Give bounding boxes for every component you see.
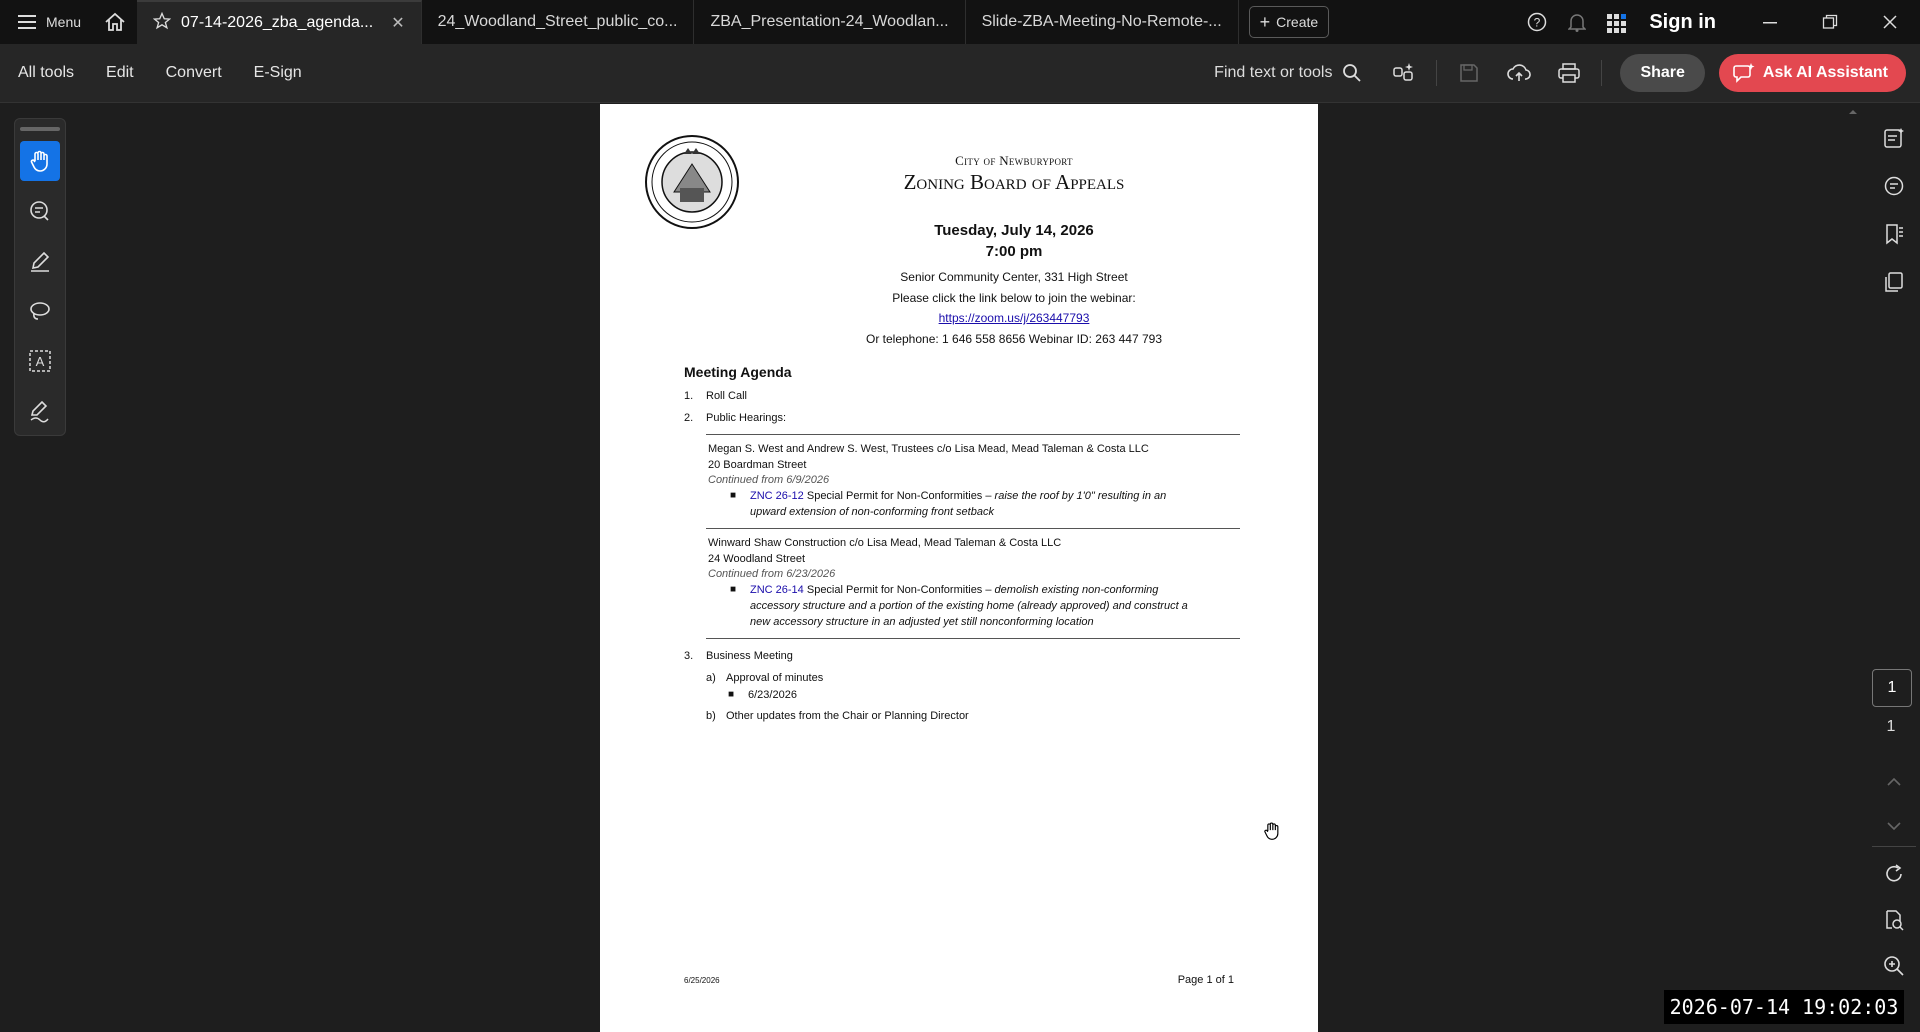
current-page-input[interactable]: 1 <box>1872 669 1912 707</box>
upload-button[interactable] <box>1497 51 1541 95</box>
minutes-date: 6/23/2026 <box>748 689 797 701</box>
tab-zba-presentation[interactable] <box>694 0 965 44</box>
close-window-button[interactable] <box>1860 0 1920 44</box>
svg-text:?: ? <box>1533 15 1541 30</box>
case2-address: 24 Woodland Street <box>708 553 806 565</box>
toolbar-divider <box>1436 60 1437 86</box>
search-icon <box>1342 63 1362 83</box>
cloud-upload-icon <box>1507 63 1531 83</box>
bullet-icon: ■ <box>730 490 737 501</box>
case2-desc-line1: demolish existing non-conforming <box>994 584 1159 596</box>
next-page-button[interactable] <box>1880 812 1908 840</box>
phone-details: Or telephone: 1 646 558 8656 Webinar ID: 263 447 793 <box>866 332 1162 346</box>
convert-menu[interactable]: Convert <box>165 64 222 81</box>
scroll-up-arrow-icon[interactable] <box>1846 106 1860 118</box>
pages-icon <box>1883 271 1905 293</box>
apps-button[interactable] <box>1597 0 1637 44</box>
close-icon <box>1882 14 1898 30</box>
edit-menu[interactable]: Edit <box>106 64 134 81</box>
meeting-venue: Senior Community Center, 331 High Street <box>900 270 1128 284</box>
create-button[interactable] <box>1249 6 1330 38</box>
city-name: City of Newburyport <box>955 153 1073 168</box>
hand-cursor-icon <box>1262 820 1282 842</box>
restore-icon <box>1822 14 1838 30</box>
ask-ai-assistant-button[interactable] <box>1719 54 1906 92</box>
comments-panel-button[interactable] <box>1880 172 1908 200</box>
case1-type: Special Permit for Non-Conformities – <box>806 490 992 502</box>
menu-button[interactable] <box>0 0 93 44</box>
case2-desc-line2: accessory structure and a portion of the existing home (already approved) and construct a <box>750 600 1188 612</box>
printer-icon <box>1558 63 1580 83</box>
star-icon[interactable] <box>153 12 171 35</box>
rotate-button[interactable] <box>1880 860 1908 888</box>
text-select-tool-button[interactable] <box>20 341 60 381</box>
other-updates-item: Other updates from the Chair or Planning Director <box>726 710 969 722</box>
item-number: 3. <box>684 650 694 662</box>
case1-desc-line2: upward extension of non-conforming front setback <box>750 506 994 518</box>
find-text-or-tools[interactable] <box>1214 63 1376 83</box>
svg-text:A: A <box>35 354 45 369</box>
minimize-button[interactable] <box>1740 0 1800 44</box>
toolbar-divider <box>1601 60 1602 86</box>
notifications-button[interactable] <box>1557 0 1597 44</box>
save-icon <box>1459 63 1479 83</box>
tab-label: 07-14-2026_zba_agenda... <box>181 14 374 31</box>
meeting-time: 7:00 pm <box>985 243 1043 260</box>
bell-icon <box>1568 12 1586 32</box>
webinar-instructions: Please click the link below to join the webinar: <box>892 291 1136 305</box>
divider-line <box>706 528 1240 529</box>
zoom-in-icon <box>1883 955 1905 977</box>
main-toolbar <box>0 44 1920 103</box>
divider-line <box>706 434 1240 435</box>
sign-in-link[interactable]: Sign in <box>1649 10 1716 33</box>
all-tools-menu[interactable]: All tools <box>18 64 75 81</box>
summary-icon <box>1883 127 1905 149</box>
ai-summary-button[interactable] <box>1880 124 1908 152</box>
case1-continued: Continued from 6/9/2026 <box>708 474 830 486</box>
bullet-icon: ■ <box>728 689 735 700</box>
signature-icon <box>28 399 52 423</box>
ai-assistant-icon <box>1733 62 1755 84</box>
case1-address: 20 Boardman Street <box>708 459 807 471</box>
restore-button[interactable] <box>1800 0 1860 44</box>
plus-icon: + <box>1259 11 1271 32</box>
case2-continued: Continued from 6/23/2026 <box>708 568 836 580</box>
comment-icon <box>28 199 52 223</box>
sub-letter: a) <box>706 672 716 684</box>
tab-slide-zba[interactable] <box>966 0 1239 44</box>
sign-tool-button[interactable] <box>20 391 60 431</box>
text-box-icon <box>28 349 52 373</box>
bullet-icon: ■ <box>730 584 737 595</box>
page-search-icon <box>1883 909 1905 931</box>
rail-drag-handle[interactable] <box>20 127 60 131</box>
minimize-icon <box>1762 14 1778 30</box>
tab-label: 24_Woodland_Street_public_co... <box>437 13 678 30</box>
find-placeholder: Find text or tools <box>1214 64 1333 81</box>
chevron-down-icon <box>1886 821 1902 831</box>
print-button[interactable] <box>1547 51 1591 95</box>
case1-detail <box>750 490 1166 502</box>
lasso-icon <box>28 299 52 323</box>
tab-agenda[interactable] <box>137 0 422 44</box>
pen-icon <box>28 249 52 273</box>
create-label: Create <box>1276 14 1319 30</box>
agenda-heading: Meeting Agenda <box>684 364 792 380</box>
comment-tool-button[interactable] <box>20 191 60 231</box>
approval-minutes-item: Approval of minutes <box>726 672 824 684</box>
pdf-page[interactable] <box>600 104 1318 1032</box>
close-tab-icon[interactable]: ✕ <box>391 15 405 32</box>
hand-icon <box>28 149 52 173</box>
case2-code[interactable]: ZNC 26-14 <box>750 584 804 596</box>
footer-date: 6/25/2026 <box>684 976 720 985</box>
rail-divider <box>1872 846 1916 847</box>
title-right-controls <box>1517 0 1920 44</box>
case2-desc-line3: new accessory structure in an adjusted yet still nonconforming location <box>750 616 1094 628</box>
meeting-date: Tuesday, July 14, 2026 <box>934 222 1094 239</box>
help-button[interactable] <box>1517 0 1557 44</box>
save-button[interactable] <box>1447 51 1491 95</box>
tab-woodland-comments[interactable] <box>422 0 695 44</box>
footer-page-number: Page 1 of 1 <box>1177 974 1234 986</box>
tab-label: Slide-ZBA-Meeting-No-Remote-... <box>981 13 1222 30</box>
hamburger-icon <box>18 15 36 29</box>
menu-label: Menu <box>46 14 82 30</box>
case2-applicant: Winward Shaw Construction c/o Lisa Mead, Mead Taleman & Costa LLC <box>708 537 1062 549</box>
public-hearings-item: Public Hearings: <box>706 412 787 424</box>
timestamp-overlay: 2026-07-14 19:02:03 <box>1664 990 1904 1024</box>
zoom-in-button[interactable] <box>1880 952 1908 980</box>
ai-button-label: Ask AI Assistant <box>1762 64 1888 81</box>
business-meeting-item: Business Meeting <box>706 650 793 662</box>
case1-code[interactable]: ZNC 26-12 <box>750 490 804 502</box>
share-button[interactable]: Share <box>1620 54 1704 92</box>
total-pages: 1 <box>1886 718 1896 735</box>
bookmarks-button[interactable] <box>1880 220 1908 248</box>
vertical-scrollbar[interactable] <box>1846 104 1860 1032</box>
page-thumbnails-button[interactable] <box>1880 268 1908 296</box>
comment-bubble-icon <box>1883 175 1905 197</box>
zoom-link[interactable]: https://zoom.us/j/263447793 <box>938 311 1090 325</box>
esign-menu[interactable]: E-Sign <box>253 64 302 81</box>
case2-type: Special Permit for Non-Conformities – <box>806 584 992 596</box>
item-number: 1. <box>684 390 694 402</box>
right-side-panel <box>1866 104 1920 1032</box>
board-name: Zoning Board of Appeals <box>903 170 1125 194</box>
ai-sparkle-icon <box>1392 62 1416 84</box>
case2-detail <box>750 584 1158 596</box>
item-number: 2. <box>684 412 694 424</box>
previous-page-button[interactable] <box>1880 768 1908 796</box>
sub-letter: b) <box>706 710 716 722</box>
quick-tools-rail <box>14 118 66 436</box>
roll-call-item: Roll Call <box>706 390 747 402</box>
apps-grid-icon <box>1606 11 1628 33</box>
bookmark-icon <box>1883 223 1905 245</box>
case1-applicant: Megan S. West and Andrew S. West, Trustees c/o Lisa Mead, Mead Taleman & Costa LLC <box>708 443 1149 455</box>
page-zoom-button[interactable] <box>1880 906 1908 934</box>
highlight-tool-button[interactable] <box>20 241 60 281</box>
rotate-icon <box>1883 863 1905 885</box>
lasso-tool-button[interactable] <box>20 291 60 331</box>
ai-tools-button[interactable] <box>1382 51 1426 95</box>
home-icon <box>104 12 126 32</box>
tab-label: ZBA_Presentation-24_Woodlan... <box>710 13 949 30</box>
help-icon <box>1527 12 1547 32</box>
chevron-up-icon <box>1886 777 1902 787</box>
home-button[interactable] <box>93 0 137 44</box>
toolbar-right <box>1214 44 1906 102</box>
hand-tool-button[interactable] <box>20 141 60 181</box>
case1-desc-line1: raise the roof by 1'0" resulting in an <box>994 490 1167 502</box>
divider-line <box>706 638 1240 639</box>
title-bar <box>0 0 1920 44</box>
